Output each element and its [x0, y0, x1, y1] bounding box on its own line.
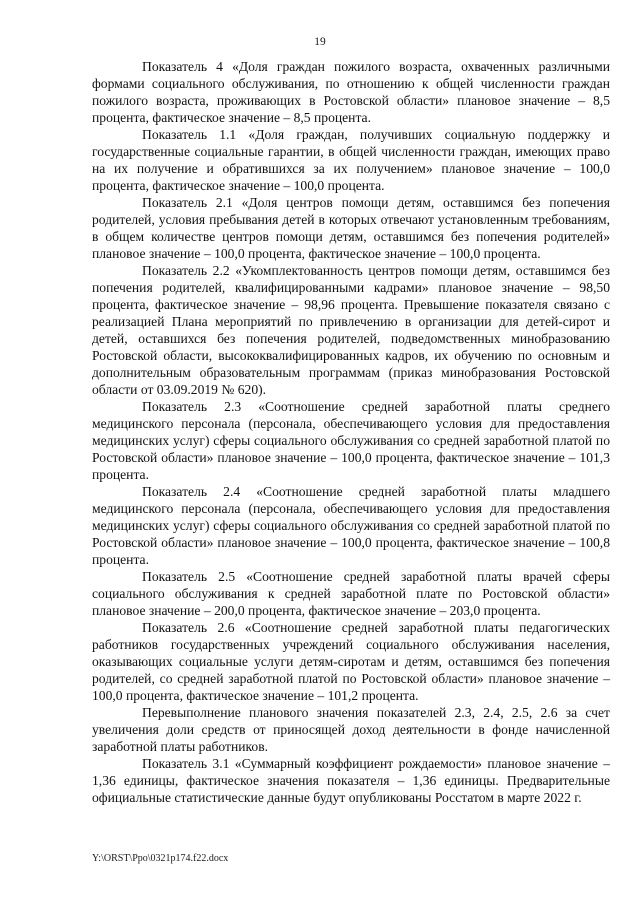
- paragraph-indicator-2-2: Показатель 2.2 «Укомплектованность центров помощи детям, оставшимся без попечения родителей, квалифицированными кадрами» плановое значение – 98,50 процента, фактическое значение – 98,96 процента. Превышение показателя связано с реализацией Плана мероприятий по привлечению в организации для детей-сирот и детей, оставшихся без попечения родителей, подведомственных минобразованию Ростовской области, высококвалифицированных кадров, их обучению по основным и дополнительным образовательным программам (приказ минобразования Ростовской области от 03.09.2019 № 620).: [92, 263, 610, 397]
- page-number: 19: [314, 36, 326, 48]
- paragraph-indicator-3-1: Показатель 3.1 «Суммарный коэффициент рождаемости» плановое значение – 1,36 единицы, фактическое значения показателя – 1,36 единицы. Предварительные официальные статистические данные будут опубликованы Росстатом в марте 2022 г.: [92, 756, 610, 805]
- paragraph-indicator-2-1: Показатель 2.1 «Доля центров помощи детям, оставшимся без попечения родителей, условия пребывания детей в которых отвечают установленным требованиям, в общем количестве центров помощи детям, оставшимся без попечения родителей» плановое значение – 100,0 процента, фактическое значение – 100,0 процента.: [92, 195, 610, 261]
- paragraph-indicator-2-6: Показатель 2.6 «Соотношение средней заработной платы педагогических работников государственных учреждений социального обслуживания населения, оказывающих социальные услуги детям-сиротам и детям, оставшимся без попечения родителей, со средней заработной платой по Ростовской области» плановое значение – 100,0 процента, фактическое значение – 101,2 процента.: [92, 620, 610, 703]
- paragraph-indicator-2-4: Показатель 2.4 «Соотношение средней заработной платы младшего медицинского персонала (персонала, обеспечивающего условия для предоставления медицинских услуг) сферы социального обслуживания со средней заработной платой по Ростовской области» плановое значение – 100,0 процента, фактическое значение – 100,8 процента.: [92, 484, 610, 567]
- footer-file-path: Y:\ORST\Ppo\0321p174.f22.docx: [92, 853, 229, 864]
- paragraph-indicator-1-1: Показатель 1.1 «Доля граждан, получивших социальную поддержку и государственные социальные гарантии, в общей численности граждан, имеющих право на их получение и обратившихся за их получением» плановое значение – 100,0 процента, фактическое значение – 100,0 процента.: [92, 127, 610, 193]
- document-body: [92, 58, 610, 806]
- paragraph-indicator-2-3: Показатель 2.3 «Соотношение средней заработной платы среднего медицинского персонала (персонала, обеспечивающего условия для предоставления медицинских услуг) сферы социального обслуживания со средней заработной платой по Ростовской области» плановое значение – 100,0 процента, фактическое значение – 101,3 процента.: [92, 399, 610, 482]
- paragraph-indicator-2-5: Показатель 2.5 «Соотношение средней заработной платы врачей сферы социального обслуживания к средней заработной плате по Ростовской области» плановое значение – 200,0 процента, фактическое значение – 203,0 процента.: [92, 569, 610, 618]
- paragraph-overfulfillment-note: Перевыполнение планового значения показателей 2.3, 2.4, 2.5, 2.6 за счет увеличения доли средств от приносящей доход деятельности в фонде начисленной заработной платы работников.: [92, 705, 610, 754]
- paragraph-indicator-4: Показатель 4 «Доля граждан пожилого возраста, охваченных различными формами социального обслуживания, по отношению к общей численности граждан пожилого возраста, проживающих в Ростовской области» плановое значение – 8,5 процента, фактическое значение – 8,5 процента.: [92, 59, 610, 125]
